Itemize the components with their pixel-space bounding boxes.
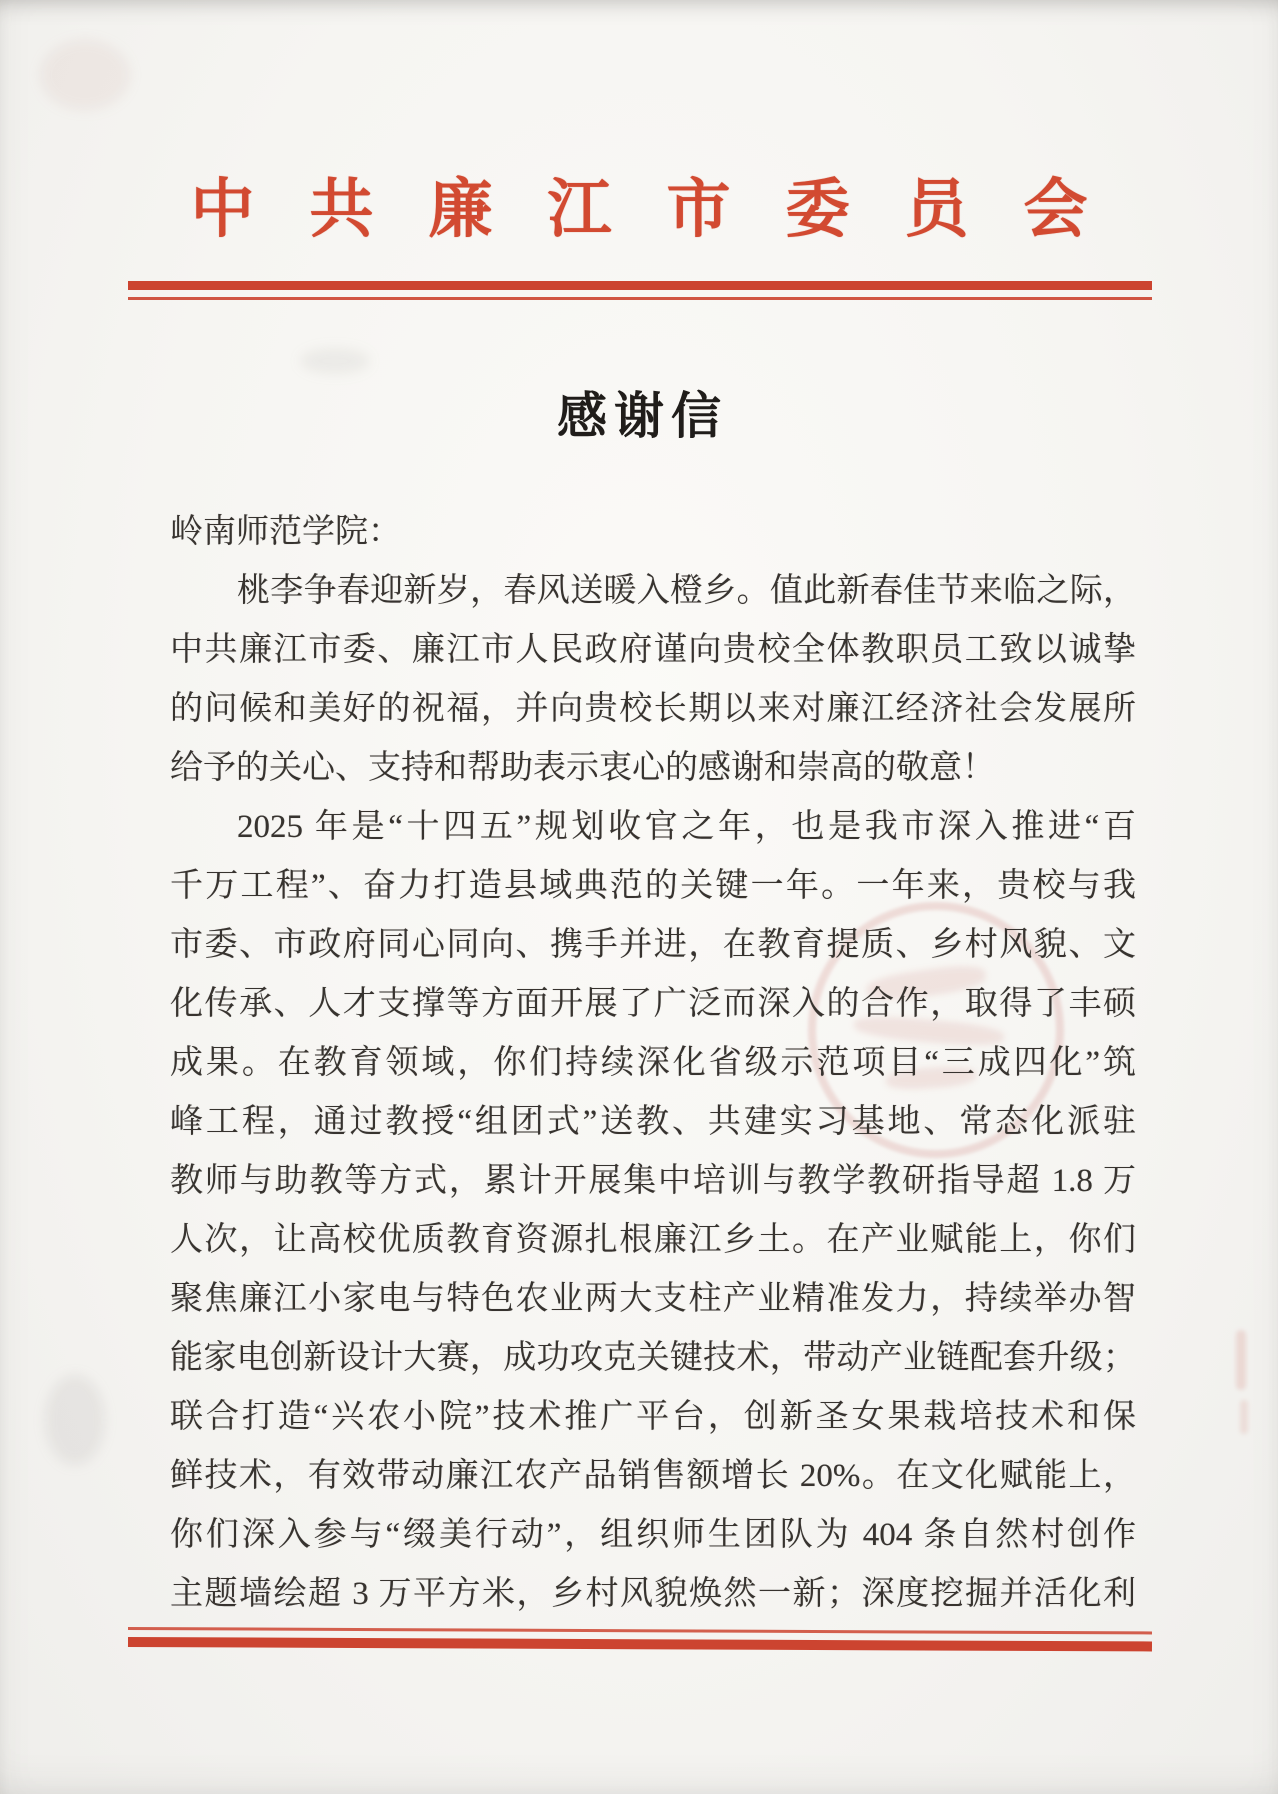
body-line: 2025 年是“十四五”规划收官之年，也是我市深入推进“百 — [237, 809, 1136, 845]
letter-body — [170, 503, 1136, 1624]
body-line: 桃李争春迎新岁，春风送暖入橙乡。值此新春佳节来临之际， — [237, 573, 1136, 609]
body-line: 的问候和美好的祝福，并向贵校长期以来对廉江经济社会发展所 — [170, 691, 1136, 727]
body-line: 峰工程，通过教授“组团式”送教、共建实习基地、常态化派驻 — [170, 1104, 1136, 1140]
body-line: 教师与助教等方式，累计开展集中培训与教学教研指导超 1.8 万 — [170, 1163, 1136, 1199]
footer-rule-thin — [128, 1627, 1152, 1634]
body-line: 成果。在教育领域，你们持续深化省级示范项目“三成四化”筑 — [170, 1045, 1136, 1081]
ink-bleed-mark — [1236, 1330, 1246, 1390]
body-line: 化传承、人才支撑等方面开展了广泛而深入的合作，取得了丰硕 — [170, 986, 1136, 1022]
body-line: 给予的关心、支持和帮助表示衷心的感谢和崇高的敬意！ — [170, 750, 995, 786]
scan-smudge — [40, 40, 130, 110]
body-line: 聚焦廉江小家电与特色农业两大支柱产业精准发力，持续举办智 — [170, 1281, 1136, 1317]
scan-smudge — [300, 348, 370, 374]
letterhead-org-name: 中共廉江市委员会 — [190, 174, 1143, 245]
body-line: 联合打造“兴农小院”技术推广平台，创新圣女果栽培技术和保 — [170, 1399, 1136, 1435]
scan-smudge — [45, 1375, 105, 1465]
body-line: 人次，让高校优质教育资源扎根廉江乡土。在产业赋能上，你们 — [170, 1222, 1136, 1258]
letter-title: 感谢信 — [557, 388, 728, 444]
body-line: 主题墙绘超 3 万平方米，乡村风貌焕然一新；深度挖掘并活化利 — [170, 1576, 1136, 1612]
salutation: 岭南师范学院： — [170, 514, 401, 550]
ink-bleed-mark — [1240, 1400, 1248, 1434]
body-line: 你们深入参与“缀美行动”，组织师生团队为 404 条自然村创作 — [170, 1517, 1136, 1553]
footer-rule-thick — [128, 1637, 1152, 1651]
body-line: 千万工程”、奋力打造县域典范的关键一年。一年来，贵校与我 — [170, 868, 1136, 904]
body-line: 中共廉江市委、廉江市人民政府谨向贵校全体教职员工致以诚挚 — [170, 632, 1136, 668]
letterhead-rule-thick — [128, 281, 1152, 290]
body-line: 鲜技术，有效带动廉江农产品销售额增长 20%。在文化赋能上， — [170, 1458, 1136, 1494]
letterhead-rule-thin — [128, 297, 1152, 300]
body-line: 市委、市政府同心同向、携手并进，在教育提质、乡村风貌、文 — [170, 927, 1136, 963]
body-line: 能家电创新设计大赛，成功攻克关键技术，带动产业链配套升级； — [170, 1340, 1136, 1376]
